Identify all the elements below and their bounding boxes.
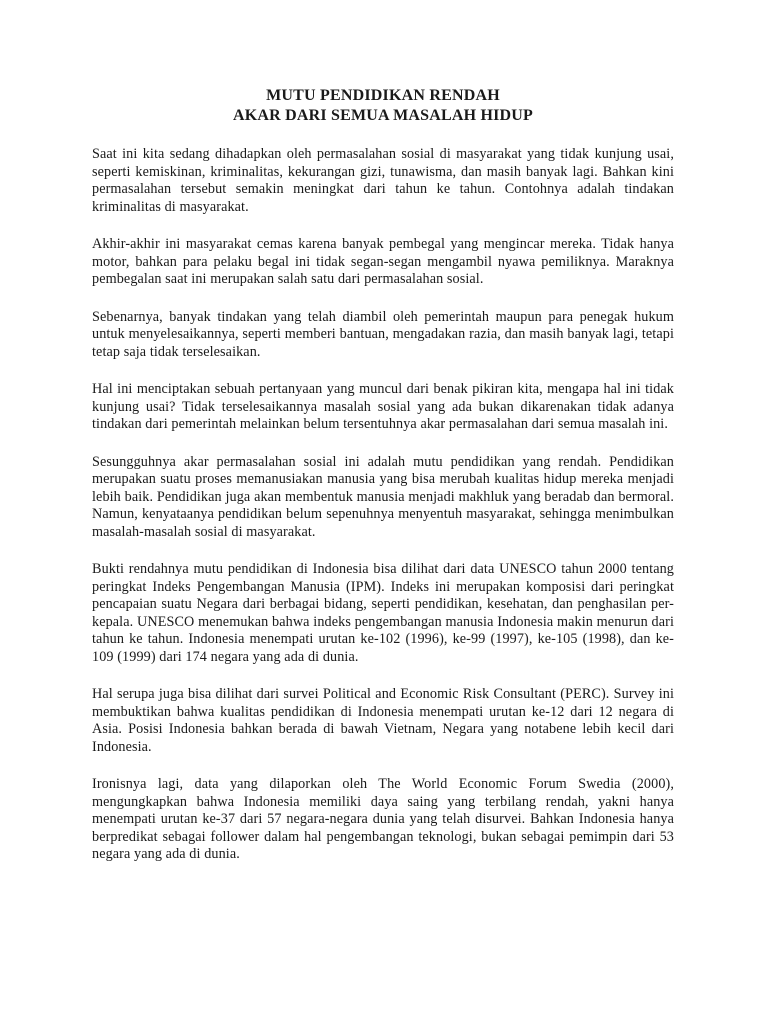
document-title xyxy=(92,86,674,126)
title-line-1: MUTU PENDIDIKAN RENDAH xyxy=(266,87,500,104)
paragraph-1: Saat ini kita sedang dihadapkan oleh permasalahan sosial di masyarakat yang tidak kunjung usai, seperti kemiskinan, kriminalitas, kekurangan gizi, tunawisma, dan masih banyak lagi. Bahkan kini permasalahan tersebut semakin meningkat dari tahun ke tahun. Contohnya adalah tindakan kriminalitas di masyarakat. xyxy=(92,146,674,215)
paragraph-2: Akhir-akhir ini masyarakat cemas karena banyak pembegal yang mengincar mereka. Tidak hanya motor, bahkan para pelaku begal ini tidak segan-segan mengambil nyawa pemiliknya. Maraknya pembegalan saat ini merupakan salah satu dari permasalahan sosial. xyxy=(92,236,674,287)
paragraph-4: Hal ini menciptakan sebuah pertanyaan yang muncul dari benak pikiran kita, mengapa hal ini tidak kunjung usai? Tidak terselesaikannya masalah sosial yang ada bukan dikarenakan tidak adanya tindakan dari pemerintah melainkan belum tersentuhnya akar permasalahan dari semua masalah ini. xyxy=(92,381,674,432)
title-line-2: AKAR DARI SEMUA MASALAH HIDUP xyxy=(232,107,534,124)
paragraph-7: Hal serupa juga bisa dilihat dari survei Political and Economic Risk Consultant (PERC). Survey ini membuktikan bahwa kualitas pendidikan di Indonesia menempati urutan ke-12 dari 12 negara di Asia. Posisi Indonesia bahkan berada di bawah Vietnam, Negara yang notabene lebih kecil dari Indonesia. xyxy=(92,686,674,755)
document-page xyxy=(92,86,674,884)
paragraph-6: Bukti rendahnya mutu pendidikan di Indonesia bisa dilihat dari data UNESCO tahun 2000 tentang peringkat Indeks Pengembangan Manusia (IPM). Indeks ini merupakan komposisi dari peringkat pencapaian suatu Negara dari berbagai bidang, seperti pendidikan, kesehatan, dan penghasilan per-kepala. UNESCO menemukan bahwa indeks pengembangan manusia Indonesia makin menurun dari tahun ke tahun. Indonesia menempati urutan ke-102 (1996), ke-99 (1997), ke-105 (1998), dan ke-109 (1999) dari 174 negara yang ada di dunia. xyxy=(92,561,674,665)
paragraph-3: Sebenarnya, banyak tindakan yang telah diambil oleh pemerintah maupun para penegak hukum untuk menyelesaikannya, seperti memberi bantuan, mengadakan razia, dan masih banyak lagi, tetapi tetap saja tidak terselesaikan. xyxy=(92,308,674,360)
paragraph-8: Ironisnya lagi, data yang dilaporkan oleh The World Economic Forum Swedia (2000), mengungkapkan bahwa Indonesia memiliki daya saing yang terbilang rendah, yakni hanya menempati urutan ke-37 dari 57 negara-negara dunia yang telah disurvei. Bahkan Indonesia hanya berpredikat sebagai follower dalam hal pengembangan teknologi, bukan sebagai pemimpin dari 53 negara yang ada di dunia. xyxy=(92,776,674,862)
paragraph-5: Sesungguhnya akar permasalahan sosial ini adalah mutu pendidikan yang rendah. Pendidikan merupakan suatu proses memanusiakan manusia yang bisa merubah kualitas hidup mereka menjadi lebih baik. Pendidikan juga akan membentuk manusia menjadi makhluk yang beradab dan bermoral. Namun, kenyataanya pendidikan belum sepenuhnya menyentuh masyarakat, sehingga menimbulkan masalah-masalah sosial di masyarakat. xyxy=(92,453,674,540)
